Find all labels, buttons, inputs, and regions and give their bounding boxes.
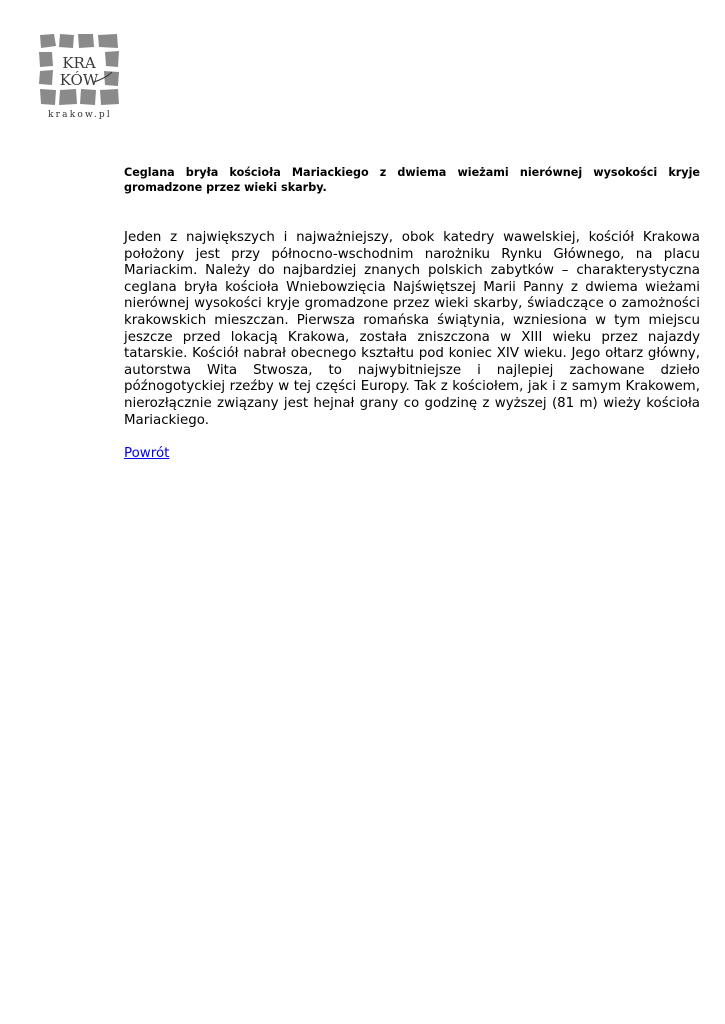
krakow-logo-icon: [38, 32, 122, 108]
krakow-logo: [38, 32, 122, 122]
svg-text:KRA: KRA: [62, 54, 96, 72]
logo-url-text: krakow.pl: [48, 110, 112, 120]
back-link[interactable]: Powrót: [124, 446, 170, 462]
article-body: Jeden z największych i najważniejszy, obok katedry wawelskiej, kościół Krakowa położony jest przy północno-wschodnim narożniku Rynku Głównego, na placu Mariackim. Należy do najbardziej znanych polskich zabytków – charakterystyczna ceglana bryła kościoła Wniebowzięcia Najświętszej Marii Panny z dwiema wieżami nierównej wysokości kryje gromadzone przez wieki skarby, świadczące o zamożności krakowskich mieszczan. Pierwsza romańska świątynia, wzniesiona w tym miejscu jeszcze przed lokacją Krakowa, została zniszczona w XIII wieku przez najazdy tatarskie. Kościół nabrał obecnego kształtu pod koniec XIV wieku. Jego ołtarz główny, autorstwa Wita Stwosza, to najwybitniejsze i najlepiej zachowane dzieło późnogotyckiej rzeźby w tej części Europy. Tak z kościołem, jak i z samym Krakowem, nierozłącznie związany jest hejnał grany co godzinę z wyższej (81 m) wieży kościoła Mariackiego.: [124, 230, 700, 428]
article-lead: Ceglana bryła kościoła Mariackiego z dwiema wieżami nierównej wysokości kryje gromadzone przez wieki skarby.: [124, 166, 700, 194]
svg-text:KÓW: KÓW: [59, 71, 99, 89]
article: [124, 166, 700, 463]
